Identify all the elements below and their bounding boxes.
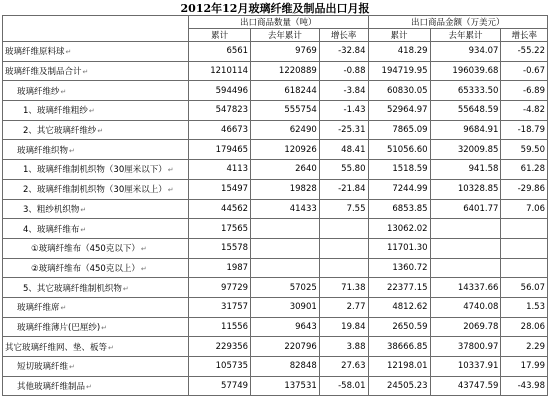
- cell-qty-growth: -0.88: [319, 61, 368, 81]
- cell-qty-last-year: 57025: [251, 278, 320, 298]
- cell-qty-last-year: 9643: [251, 317, 320, 337]
- row-label: [3, 376, 189, 396]
- cell-qty-cumulative: 6561: [189, 42, 251, 62]
- cell-qty-last-year: 19828: [251, 179, 320, 199]
- cell-qty-growth: 27.63: [319, 357, 368, 377]
- cell-qty-last-year: [251, 219, 320, 239]
- paragraph-mark-icon: ↵: [86, 383, 92, 392]
- row-label: [3, 317, 189, 337]
- paragraph-mark-icon: ↵: [69, 146, 75, 155]
- row-label: [3, 199, 189, 219]
- row-label-text: 4、玻璃纤维布: [23, 224, 80, 235]
- cell-qty-cumulative: 179465: [189, 140, 251, 160]
- cell-amt-growth: 61.28: [501, 160, 548, 180]
- cell-amt-cumulative: 11701.30: [368, 238, 430, 258]
- cell-amt-last-year: 4740.08: [430, 297, 501, 317]
- row-label: [3, 297, 189, 317]
- cell-qty-last-year: [251, 258, 320, 278]
- table-row: [3, 61, 548, 81]
- cell-amt-growth: -29.86: [501, 179, 548, 199]
- header-qty-last-year: 去年累计: [251, 29, 320, 42]
- paragraph-mark-icon: ↵: [122, 284, 129, 293]
- header-qty-cumulative: 累计: [189, 29, 251, 42]
- cell-qty-last-year: 62490: [251, 120, 320, 140]
- row-label: [3, 42, 189, 62]
- row-label-text: 玻璃纤维席: [17, 303, 60, 314]
- cell-qty-growth: 71.38: [319, 278, 368, 298]
- row-label-text: 玻璃纤维纱: [17, 86, 60, 97]
- header-group-row: [3, 16, 548, 29]
- row-label-text: 1、玻璃纤维粗纱: [23, 106, 88, 117]
- cell-amt-cumulative: 60830.05: [368, 81, 430, 101]
- cell-qty-cumulative: 31757: [189, 297, 251, 317]
- table-row: [3, 317, 548, 337]
- cell-qty-last-year: [251, 238, 320, 258]
- row-label-text: 2、其它玻璃纤维纱: [23, 126, 97, 137]
- cell-amt-last-year: 941.58: [430, 160, 501, 180]
- cell-qty-last-year: 2640: [251, 160, 320, 180]
- cell-qty-growth: -32.84: [319, 42, 368, 62]
- cell-qty-growth: 48.41: [319, 140, 368, 160]
- row-label-text: 5、其它玻璃纤维制机织物: [23, 283, 122, 294]
- cell-amt-growth: 17.99: [501, 357, 548, 377]
- cell-qty-last-year: 618244: [251, 81, 320, 101]
- cell-qty-growth: 55.80: [319, 160, 368, 180]
- row-label-text: ②玻璃纤维布（450克以上）: [31, 263, 140, 274]
- cell-amt-last-year: 196039.68: [430, 61, 501, 81]
- header-name-cell: [3, 16, 189, 42]
- cell-qty-cumulative: 1987: [189, 258, 251, 278]
- row-label-text: 1、玻璃纤维制机织物（30厘米以下）: [23, 165, 167, 176]
- cell-amt-cumulative: 24505.23: [368, 376, 430, 396]
- cell-amt-last-year: [430, 258, 501, 278]
- paragraph-mark-icon: ↵: [97, 127, 104, 136]
- cell-amt-growth: [501, 238, 548, 258]
- table-row: [3, 297, 548, 317]
- row-label: [3, 120, 189, 140]
- cell-amt-cumulative: 194719.95: [368, 61, 430, 81]
- cell-amt-cumulative: 12198.01: [368, 357, 430, 377]
- cell-amt-cumulative: 52964.97: [368, 101, 430, 121]
- paragraph-mark-icon: ↵: [140, 245, 147, 254]
- cell-amt-cumulative: 13062.02: [368, 219, 430, 239]
- cell-qty-cumulative: 97729: [189, 278, 251, 298]
- cell-amt-cumulative: 6853.85: [368, 199, 430, 219]
- cell-amt-growth: 7.06: [501, 199, 548, 219]
- cell-qty-cumulative: 46673: [189, 120, 251, 140]
- cell-amt-cumulative: 51056.60: [368, 140, 430, 160]
- cell-amt-last-year: 6401.77: [430, 199, 501, 219]
- cell-qty-last-year: 1220889: [251, 61, 320, 81]
- table-row: [3, 199, 548, 219]
- row-label-text: ①玻璃纤维布（450克以下）: [31, 244, 140, 255]
- cell-qty-cumulative: 44562: [189, 199, 251, 219]
- header-amt-cumulative: 累计: [368, 29, 430, 42]
- row-label: [3, 179, 189, 199]
- cell-amt-cumulative: 7865.09: [368, 120, 430, 140]
- cell-qty-cumulative: 11556: [189, 317, 251, 337]
- paragraph-mark-icon: ↵: [65, 48, 72, 57]
- cell-amt-last-year: 55648.59: [430, 101, 501, 121]
- cell-amt-last-year: 934.07: [430, 42, 501, 62]
- cell-qty-last-year: 30901: [251, 297, 320, 317]
- paragraph-mark-icon: ↵: [167, 186, 174, 195]
- row-label: [3, 101, 189, 121]
- cell-qty-cumulative: 15578: [189, 238, 251, 258]
- paragraph-mark-icon: ↵: [88, 107, 95, 116]
- table-row: [3, 120, 548, 140]
- header-amt-group: 出口商品金额（万美元）: [368, 16, 548, 29]
- row-label: [3, 61, 189, 81]
- cell-amt-cumulative: 7244.99: [368, 179, 430, 199]
- cell-amt-last-year: 2069.78: [430, 317, 501, 337]
- cell-amt-growth: 1.53: [501, 297, 548, 317]
- row-label: [3, 238, 189, 258]
- cell-amt-last-year: 10328.85: [430, 179, 501, 199]
- cell-amt-growth: 56.07: [501, 278, 548, 298]
- table-row: [3, 81, 548, 101]
- row-label: [3, 357, 189, 377]
- cell-qty-cumulative: 105735: [189, 357, 251, 377]
- row-label-text: 3、粗纱机织物: [23, 204, 80, 215]
- row-label-text: 短切玻璃纤维: [17, 362, 69, 373]
- cell-qty-growth: 7.55: [319, 199, 368, 219]
- cell-amt-cumulative: 1518.59: [368, 160, 430, 180]
- paragraph-mark-icon: ↵: [80, 205, 87, 214]
- row-label-text: 玻璃纤维原料球: [5, 47, 65, 58]
- table-row: [3, 376, 548, 396]
- cell-amt-growth: 28.06: [501, 317, 548, 337]
- header-qty-growth: 增长率: [319, 29, 368, 42]
- cell-amt-growth: 2.29: [501, 337, 548, 357]
- cell-amt-growth: -4.82: [501, 101, 548, 121]
- cell-qty-last-year: 555754: [251, 101, 320, 121]
- table-row: [3, 238, 548, 258]
- cell-amt-last-year: 65333.50: [430, 81, 501, 101]
- cell-amt-growth: -43.98: [501, 376, 548, 396]
- row-label: [3, 160, 189, 180]
- table-row: [3, 140, 548, 160]
- row-label-text: 其他玻璃纤维制品: [17, 382, 86, 393]
- row-label: [3, 140, 189, 160]
- cell-qty-cumulative: 547823: [189, 101, 251, 121]
- row-label-text: 玻璃纤维织物: [17, 145, 69, 156]
- cell-qty-growth: [319, 219, 368, 239]
- row-label-text: 其它玻璃纤维网、垫、板等: [5, 342, 108, 353]
- table-row: [3, 160, 548, 180]
- cell-qty-cumulative: 17565: [189, 219, 251, 239]
- cell-amt-cumulative: 2650.59: [368, 317, 430, 337]
- cell-qty-cumulative: 229356: [189, 337, 251, 357]
- paragraph-mark-icon: ↵: [80, 225, 87, 234]
- export-table: [2, 15, 548, 396]
- paragraph-mark-icon: ↵: [101, 323, 108, 332]
- cell-qty-growth: 2.77: [319, 297, 368, 317]
- cell-qty-last-year: 120926: [251, 140, 320, 160]
- header-amt-last-year: 去年累计: [430, 29, 501, 42]
- cell-amt-growth: -0.67: [501, 61, 548, 81]
- table-row: [3, 337, 548, 357]
- table-row: [3, 101, 548, 121]
- row-label-text: 2、玻璃纤维制机织物（30厘米以上）: [23, 185, 167, 196]
- cell-qty-cumulative: 15497: [189, 179, 251, 199]
- row-label: [3, 81, 189, 101]
- cell-amt-last-year: [430, 238, 501, 258]
- cell-amt-growth: 59.50: [501, 140, 548, 160]
- table-row: [3, 219, 548, 239]
- cell-qty-growth: [319, 258, 368, 278]
- report-title: 2012年12月玻璃纤维及制品出口月报: [180, 2, 370, 15]
- cell-qty-cumulative: 594496: [189, 81, 251, 101]
- cell-amt-last-year: 9684.91: [430, 120, 501, 140]
- cell-qty-last-year: 41433: [251, 199, 320, 219]
- header-qty-group: 出口商品数量（吨）: [189, 16, 368, 29]
- paragraph-mark-icon: ↵: [140, 264, 147, 273]
- paragraph-mark-icon: ↵: [167, 166, 174, 175]
- row-label: [3, 278, 189, 298]
- table-row: [3, 179, 548, 199]
- cell-amt-cumulative: 418.29: [368, 42, 430, 62]
- paragraph-mark-icon: ↵: [60, 87, 67, 96]
- paragraph-mark-icon: ↵: [82, 68, 89, 77]
- cell-amt-cumulative: 22377.15: [368, 278, 430, 298]
- cell-qty-growth: 3.88: [319, 337, 368, 357]
- cell-qty-cumulative: 57749: [189, 376, 251, 396]
- cell-amt-growth: -18.79: [501, 120, 548, 140]
- cell-qty-last-year: 220796: [251, 337, 320, 357]
- cell-qty-growth: [319, 238, 368, 258]
- cell-amt-cumulative: 38666.85: [368, 337, 430, 357]
- table-row: [3, 357, 548, 377]
- cell-amt-growth: [501, 219, 548, 239]
- cell-amt-last-year: 32009.85: [430, 140, 501, 160]
- row-label: [3, 258, 189, 278]
- header-amt-growth: 增长率: [501, 29, 548, 42]
- cell-amt-cumulative: 4812.62: [368, 297, 430, 317]
- cell-qty-last-year: 82848: [251, 357, 320, 377]
- row-label: [3, 337, 189, 357]
- table-row: [3, 42, 548, 62]
- cell-amt-last-year: 10337.91: [430, 357, 501, 377]
- cell-qty-cumulative: 4113: [189, 160, 251, 180]
- cell-qty-last-year: 137531: [251, 376, 320, 396]
- cell-amt-growth: -6.89: [501, 81, 548, 101]
- cell-amt-cumulative: 1360.72: [368, 258, 430, 278]
- cell-amt-last-year: [430, 219, 501, 239]
- cell-qty-growth: -58.01: [319, 376, 368, 396]
- cell-amt-last-year: 43747.59: [430, 376, 501, 396]
- row-label-text: 玻璃纤维薄片(巴厘纱): [17, 322, 101, 333]
- cell-qty-growth: 19.84: [319, 317, 368, 337]
- table-row: [3, 258, 548, 278]
- cell-qty-growth: -21.84: [319, 179, 368, 199]
- cell-qty-growth: -3.84: [319, 81, 368, 101]
- paragraph-mark-icon: ↵: [69, 363, 75, 372]
- paragraph-mark-icon: ↵: [108, 343, 114, 352]
- cell-amt-last-year: 37800.97: [430, 337, 501, 357]
- cell-qty-last-year: 9769: [251, 42, 320, 62]
- table-row: [3, 278, 548, 298]
- row-label: [3, 219, 189, 239]
- cell-qty-growth: -25.31: [319, 120, 368, 140]
- paragraph-mark-icon: ↵: [60, 304, 67, 313]
- cell-amt-growth: [501, 258, 548, 278]
- row-label-text: 玻璃纤维及制品合计: [5, 67, 82, 78]
- cell-qty-cumulative: 1210114: [189, 61, 251, 81]
- cell-amt-last-year: 14337.66: [430, 278, 501, 298]
- cell-amt-growth: -55.22: [501, 42, 548, 62]
- cell-qty-growth: -1.43: [319, 101, 368, 121]
